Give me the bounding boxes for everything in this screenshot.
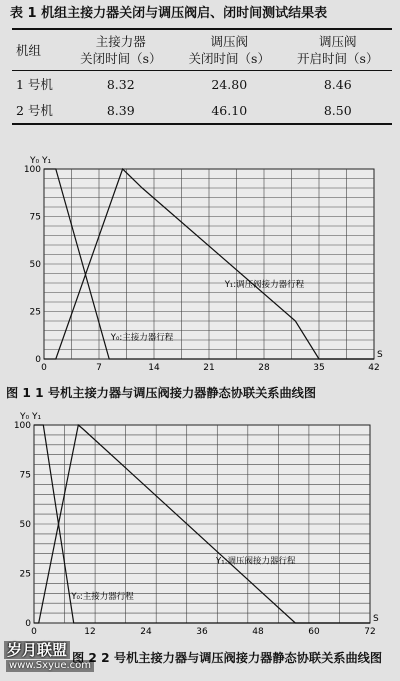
table-cell: 8.39: [106, 102, 135, 118]
header-unit: 机组: [16, 42, 42, 58]
series-annotation: Y₁:调压阀接力器行程: [224, 279, 305, 290]
x-tick-label: 36: [196, 627, 208, 637]
y-tick-label: 50: [19, 520, 31, 530]
y-axis-title: Y₀ Y₁: [30, 156, 52, 166]
x-tick-label: 7: [96, 363, 102, 373]
x-tick-label: 0: [31, 627, 37, 637]
x-tick-label: 21: [203, 363, 215, 373]
series-annotation: Y₁:调压阀接力器行程: [216, 556, 296, 567]
chart-unit1: [0, 145, 400, 381]
x-tick-label: 24: [140, 627, 152, 637]
result-table: [12, 28, 392, 125]
x-tick-label: 72: [364, 627, 376, 637]
y-tick-label: 0: [35, 355, 41, 365]
y-tick-label: 100: [23, 165, 41, 175]
x-tick-label: 0: [41, 363, 47, 373]
table-row: [12, 71, 392, 98]
table-title: 表 1 机组主接力器关闭与调压阀启、闭时间测试结果表: [10, 6, 328, 21]
x-tick-label: 48: [252, 627, 264, 637]
table-cell: 2 号机: [16, 103, 53, 118]
table-cell: 1 号机: [16, 77, 53, 92]
result-table-wrapper: [12, 28, 392, 125]
y-axis-title: Y₀ Y₁: [20, 412, 42, 422]
y-tick-label: 25: [29, 307, 41, 318]
figure2-caption: 图 2 2 号机主接力器与调压阀接力器静态协联关系曲线图: [72, 651, 383, 665]
x-axis-title: S: [373, 614, 379, 624]
y-tick-label: 0: [25, 619, 31, 629]
x-tick-label: 42: [368, 363, 380, 373]
x-tick-label: 28: [258, 363, 270, 373]
y-tick-label: 100: [13, 421, 31, 431]
y-tick-label: 25: [19, 569, 31, 580]
figure1-caption: 图 1 1 号机主接力器与调压阀接力器静态协联关系曲线图: [6, 386, 317, 400]
watermark-logo-text: 岁月联盟: [4, 641, 70, 659]
table-cell: 8.50: [323, 102, 352, 118]
table-header-row: [12, 29, 392, 71]
table-cell: 46.10: [211, 102, 248, 118]
y-tick-label: 75: [19, 470, 31, 481]
series-annotation: Y₀:主接力器行程: [110, 333, 174, 343]
x-tick-label: 60: [308, 627, 320, 637]
y-tick-label: 75: [29, 212, 41, 223]
series-annotation: Y₀:主接力器行程: [71, 592, 134, 603]
table-row: [12, 97, 392, 124]
header-main-servo-close-time: 主接力器 关闭时间（s）: [80, 34, 162, 66]
x-tick-label: 14: [148, 363, 160, 373]
header-valve-close-time: 调压阀 关闭时间（s）: [188, 34, 270, 66]
header-valve-open-time: 调压阀 开启时间（s）: [297, 34, 379, 66]
chart-unit2: [0, 403, 400, 637]
y-tick-label: 50: [29, 260, 41, 270]
x-axis-title: S: [377, 350, 383, 360]
x-tick-label: 35: [313, 363, 325, 373]
table-cell: 24.80: [211, 76, 248, 92]
table-cell: 8.32: [106, 76, 135, 92]
table-cell: 8.46: [323, 76, 352, 92]
x-tick-label: 12: [84, 627, 96, 637]
watermark-url: www.Sxyue.com: [6, 660, 94, 672]
